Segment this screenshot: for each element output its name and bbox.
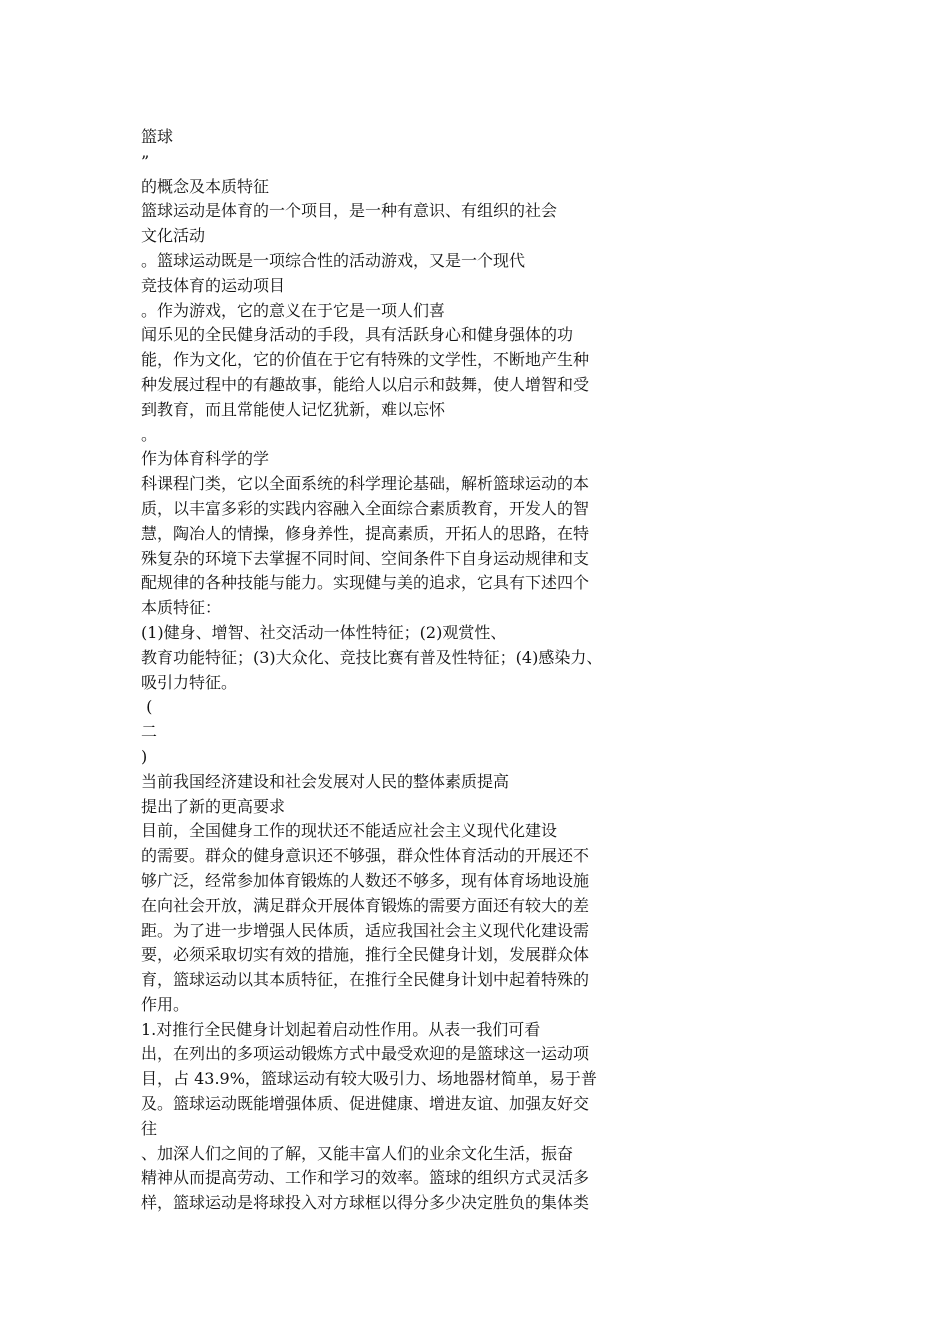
text-line: 。作为游戏，它的意义在于它是一项人们喜 <box>141 300 446 320</box>
text-line: 出，在列出的多项运动锻炼方式中最受欢迎的是篮球这一运动项 <box>141 1044 590 1064</box>
text-line: 配规律的各种技能与能力。实现健与美的追求，它具有下述四个 <box>141 573 590 593</box>
text-line: 作用。 <box>141 994 190 1014</box>
text-line: 教育功能特征；(3)大众化、竞技比赛有普及性特征；(4)感染力、 <box>141 647 603 667</box>
text-line: (1)健身、增智、社交活动一体性特征；(2)观赏性、 <box>141 622 507 642</box>
text-line: 精神从而提高劳动、工作和学习的效率。篮球的组织方式灵活多 <box>141 1168 590 1188</box>
text-line: 本质特征： <box>141 598 222 618</box>
text-line: ” <box>141 151 150 171</box>
text-line: 育，篮球运动以其本质特征，在推行全民健身计划中起着特殊的 <box>141 970 590 990</box>
text-line: 。篮球运动既是一项综合性的活动游戏，又是一个现代 <box>141 250 526 270</box>
text-line: 篮球 <box>141 127 174 146</box>
text-line: 篮球运动是体育的一个项目，是一种有意识、有组织的社会 <box>141 201 558 221</box>
text-line: 殊复杂的环境下去掌握不同时间、空间条件下自身运动规律和支 <box>141 548 590 568</box>
text-line: 样，篮球运动是将球投入对方球框以得分多少决定胜负的集体类 <box>141 1193 590 1213</box>
text-line: 作为体育科学的学 <box>141 449 270 469</box>
text-line: 、加深人们之间的了解，又能丰富人们的业余文化生活，振奋 <box>141 1143 574 1163</box>
text-line: 当前我国经济建设和社会发展对人民的整体素质提高 <box>141 771 510 791</box>
text-line: 二 <box>141 722 158 742</box>
text-line: ( <box>141 697 153 717</box>
text-line: 质，以丰富多彩的实践内容融入全面综合素质教育，开发人的智 <box>141 498 590 518</box>
text-line: 吸引力特征。 <box>141 672 238 692</box>
text-line: 在向社会开放，满足群众开展体育锻炼的需要方面还有较大的差 <box>141 895 590 915</box>
text-line: 够广泛，经常参加体育锻炼的人数还不够多，现有体育场地设施 <box>141 870 590 890</box>
document-body <box>141 125 641 1216</box>
text-line: 到教育，而且常能使人记忆犹新，难以忘怀 <box>141 399 446 419</box>
text-line: 目，占 43.9%，篮球运动有较大吸引力、场地器材简单，易于普 <box>141 1069 597 1089</box>
text-line: 1.对推行全民健身计划起着启动性作用。从表一我们可看 <box>141 1019 541 1039</box>
text-line: 。 <box>141 424 158 444</box>
text-line: 要，必须采取切实有效的措施，推行全民健身计划，发展群众体 <box>141 945 590 965</box>
text-line: 慧，陶冶人的情操，修身养性，提高素质，开拓人的思路，在特 <box>141 523 590 543</box>
text-line: 科课程门类，它以全面系统的科学理论基础，解析篮球运动的本 <box>141 474 590 494</box>
text-line: 目前，全国健身工作的现状还不能适应社会主义现代化建设 <box>141 821 558 841</box>
text-line: 闻乐见的全民健身活动的手段，具有活跃身心和健身强体的功 <box>141 325 574 345</box>
text-line: 的概念及本质特征 <box>141 176 270 196</box>
text-line: 提出了新的更高要求 <box>141 796 286 816</box>
text-line: 种发展过程中的有趣故事，能给人以启示和鼓舞，使人增智和受 <box>141 374 590 394</box>
text-line: 竞技体育的运动项目 <box>141 275 286 295</box>
text-line: 及。篮球运动既能增强体质、促进健康、增进友谊、加强友好交 <box>141 1094 590 1114</box>
text-line: 往 <box>141 1118 158 1138</box>
text-line: 的需要。群众的健身意识还不够强，群众性体育活动的开展还不 <box>141 846 590 866</box>
text-line: 能，作为文化，它的价值在于它有特殊的文学性，不断地产生种 <box>141 350 590 370</box>
text-line: ) <box>141 746 148 766</box>
text-line: 距。为了进一步增强人民体质，适应我国社会主义现代化建设需 <box>141 920 590 940</box>
text-line: 文化活动 <box>141 226 206 246</box>
